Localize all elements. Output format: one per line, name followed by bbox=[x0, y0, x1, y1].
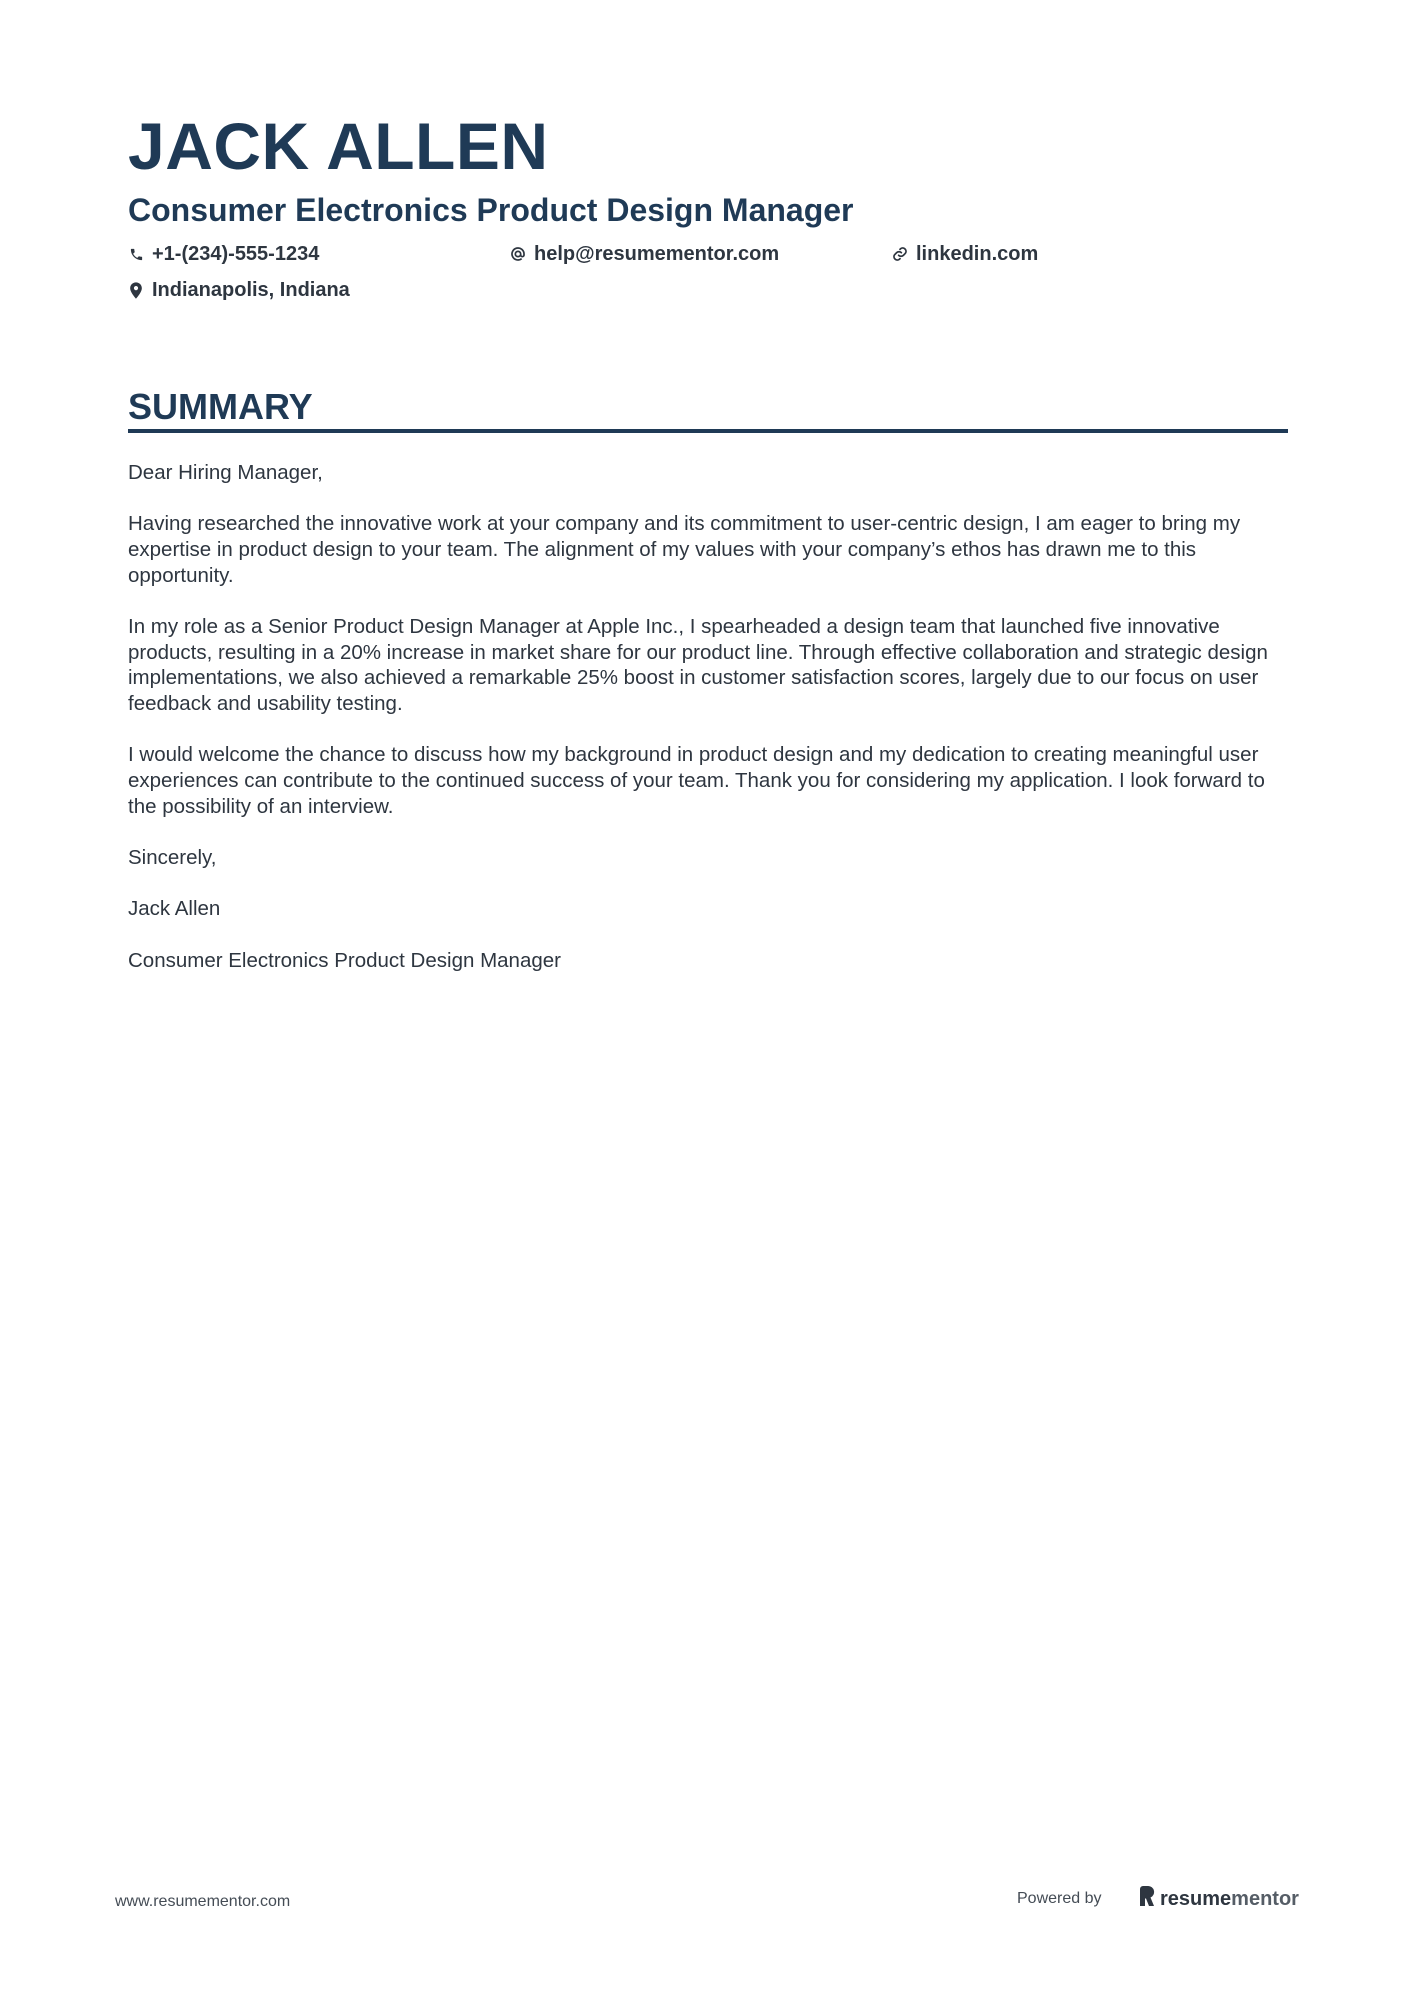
brand-text-mentor: mentor bbox=[1231, 1888, 1299, 1910]
letter-paragraph: In my role as a Senior Product Design Manager at Apple Inc., I spearheaded a design team that launched five innovative products, resulting in a 20% increase in market share for our product line. Through effective collaboration and strategic design implementations, we also achieved a remarkable 25% boost in customer satisfaction scores, largely due to our focus on user feedback and usability testing. bbox=[128, 615, 1268, 716]
letter-body bbox=[128, 460, 1296, 999]
resumementor-logo-icon bbox=[1140, 1886, 1156, 1912]
summary-heading: SUMMARY bbox=[128, 386, 313, 427]
link-icon bbox=[892, 245, 908, 263]
section-divider bbox=[128, 429, 1288, 433]
location-text: Indianapolis, Indiana bbox=[152, 279, 350, 301]
footer-brand-logo[interactable] bbox=[1140, 1886, 1299, 1912]
location-pin-icon bbox=[128, 281, 144, 299]
applicant-job-title: Consumer Electronics Product Design Manager bbox=[128, 192, 854, 228]
email-link[interactable]: help@resumementor.com bbox=[534, 243, 780, 265]
signature-name: Jack Allen bbox=[128, 897, 221, 921]
contact-website bbox=[892, 241, 1038, 267]
at-icon bbox=[510, 245, 526, 263]
letter-paragraph: I would welcome the chance to discuss how my background in product design and my dedication to creating meaningful user experiences can contribute to the continued success of your team. Thank you for considering my application. I look forward to the possibility of an interview. bbox=[128, 743, 1265, 818]
phone-icon bbox=[128, 245, 144, 263]
signature-title: Consumer Electronics Product Design Manager bbox=[128, 948, 561, 972]
contact-phone bbox=[128, 241, 319, 267]
contact-email bbox=[510, 241, 779, 267]
closing: Sincerely, bbox=[128, 846, 217, 870]
website-link[interactable]: linkedin.com bbox=[916, 243, 1039, 265]
footer-website-link[interactable]: www.resumementor.com bbox=[115, 1893, 291, 1910]
brand-text-resume: resume bbox=[1160, 1888, 1232, 1910]
phone-text: +1-(234)-555-1234 bbox=[152, 243, 320, 265]
applicant-name: JACK ALLEN bbox=[128, 109, 549, 183]
salutation: Dear Hiring Manager, bbox=[128, 461, 323, 484]
letter-paragraph: Having researched the innovative work at your company and its commitment to user-centric design, I am eager to bring my expertise in product design to your team. The alignment of my values with your company’s ethos has drawn me to this opportunity. bbox=[128, 512, 1241, 587]
contact-location bbox=[128, 277, 350, 303]
footer-powered-by: Powered by bbox=[1017, 1890, 1102, 1907]
